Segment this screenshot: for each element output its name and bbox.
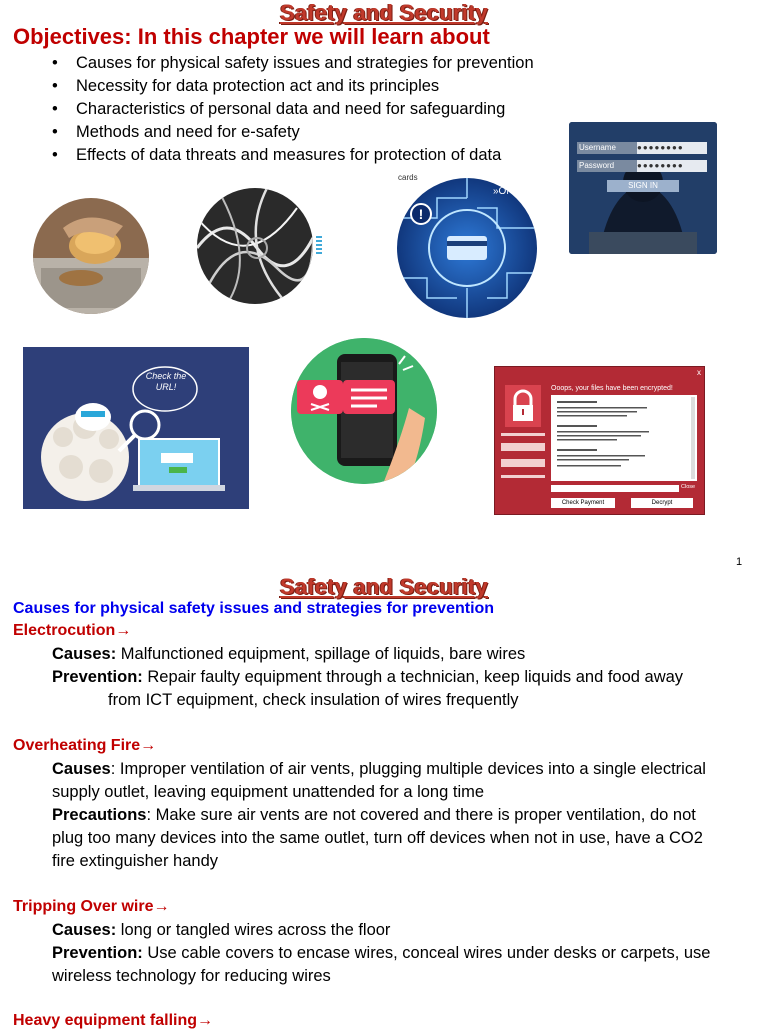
username-field: ●●●●●●●● [637,142,707,154]
list-item: • Effects of data threats and measures for protection of data [52,144,534,167]
overheating-heading: Overheating Fire→ [13,737,157,754]
password-field: ●●●●●●●● [637,160,707,172]
tripping-prevention-cont: wireless technology for reducing wires [52,967,331,985]
tripping-heading: Tripping Over wire→ [13,898,170,915]
svg-text:!: ! [418,206,424,222]
electrocution-causes: Causes: Malfunctioned equipment, spillage of liquids, bare wires [52,645,526,663]
electrocution-prevention-cont: from ICT equipment, check insulation of wires frequently [108,691,519,709]
circuit-card-small-label: cards [398,173,418,182]
list-item: • Causes for physical safety issues and strategies for prevention [52,52,534,75]
page-title: Safety and Security [280,574,488,599]
ransom-close-x: x [697,368,701,377]
phone-malware-image [291,338,437,484]
electrocution-prevention: Prevention: Repair faulty equipment through a technician, keep liquids and food away [52,668,684,686]
page-number: 1 [736,556,743,568]
circuit-card-image [397,178,537,318]
sheep-phishing-image [23,347,249,509]
overheating-precautions-cont2: fire extinguisher handy [52,852,219,870]
overheating-precautions: Precautions: Make sure air vents are not covered and there is proper ventilation, do not [52,806,696,824]
username-label: Username [577,142,637,154]
tripping-prevention: Prevention: Use cable covers to encase wires, conceal wires under desks or carpets, use [52,944,711,962]
list-item: • Methods and need for e-safety [52,121,534,144]
dotted-accent [316,236,322,256]
check-payment-button: Check Payment [551,498,615,508]
password-label: Password [577,160,637,172]
overheating-precautions-cont: plug too many devices into the same outlet, turn off devices when not in use, have a CO2 [52,829,703,847]
ransomware-window-image [494,366,705,515]
objectives-list [52,52,534,167]
sheep-speech-bubble: Check the URL! [145,371,187,392]
page-title: Safety and Security [280,0,488,25]
overheating-causes-cont: supply outlet, leaving equipment unattended for a long time [52,783,485,801]
section-heading: Causes for physical safety issues and strategies for prevention [13,600,495,617]
ransom-message: Ooops, your files have been encrypted! [551,385,673,392]
ransom-close-button: Close [681,484,696,490]
hacker-login-image [569,122,717,254]
electrocution-heading: Electrocution→ [13,622,132,639]
ransom-input-bar [551,485,679,492]
lock-icon [505,385,541,427]
tangled-wires-image [197,188,313,304]
objectives-heading: Objectives: In this chapter we will learn about [13,24,490,49]
overheating-causes: Causes: Improper ventilation of air vents, plugging multiple devices into a single electrical [52,760,706,778]
sign-in-button: SIGN IN [607,180,679,192]
svg-text:»ON: »ON [493,186,514,197]
ransom-sidebar-stripes [501,433,545,485]
tripping-causes: Causes: long or tangled wires across the floor [52,921,391,939]
decrypt-button: Decrypt [631,498,693,508]
list-item: • Necessity for data protection act and its principles [52,75,534,98]
ransom-text-area [551,395,697,481]
heavy-equipment-heading: Heavy equipment falling→ [13,1012,214,1029]
list-item: • Characteristics of personal data and need for safeguarding [52,98,534,121]
coffee-spill-image [33,198,149,314]
